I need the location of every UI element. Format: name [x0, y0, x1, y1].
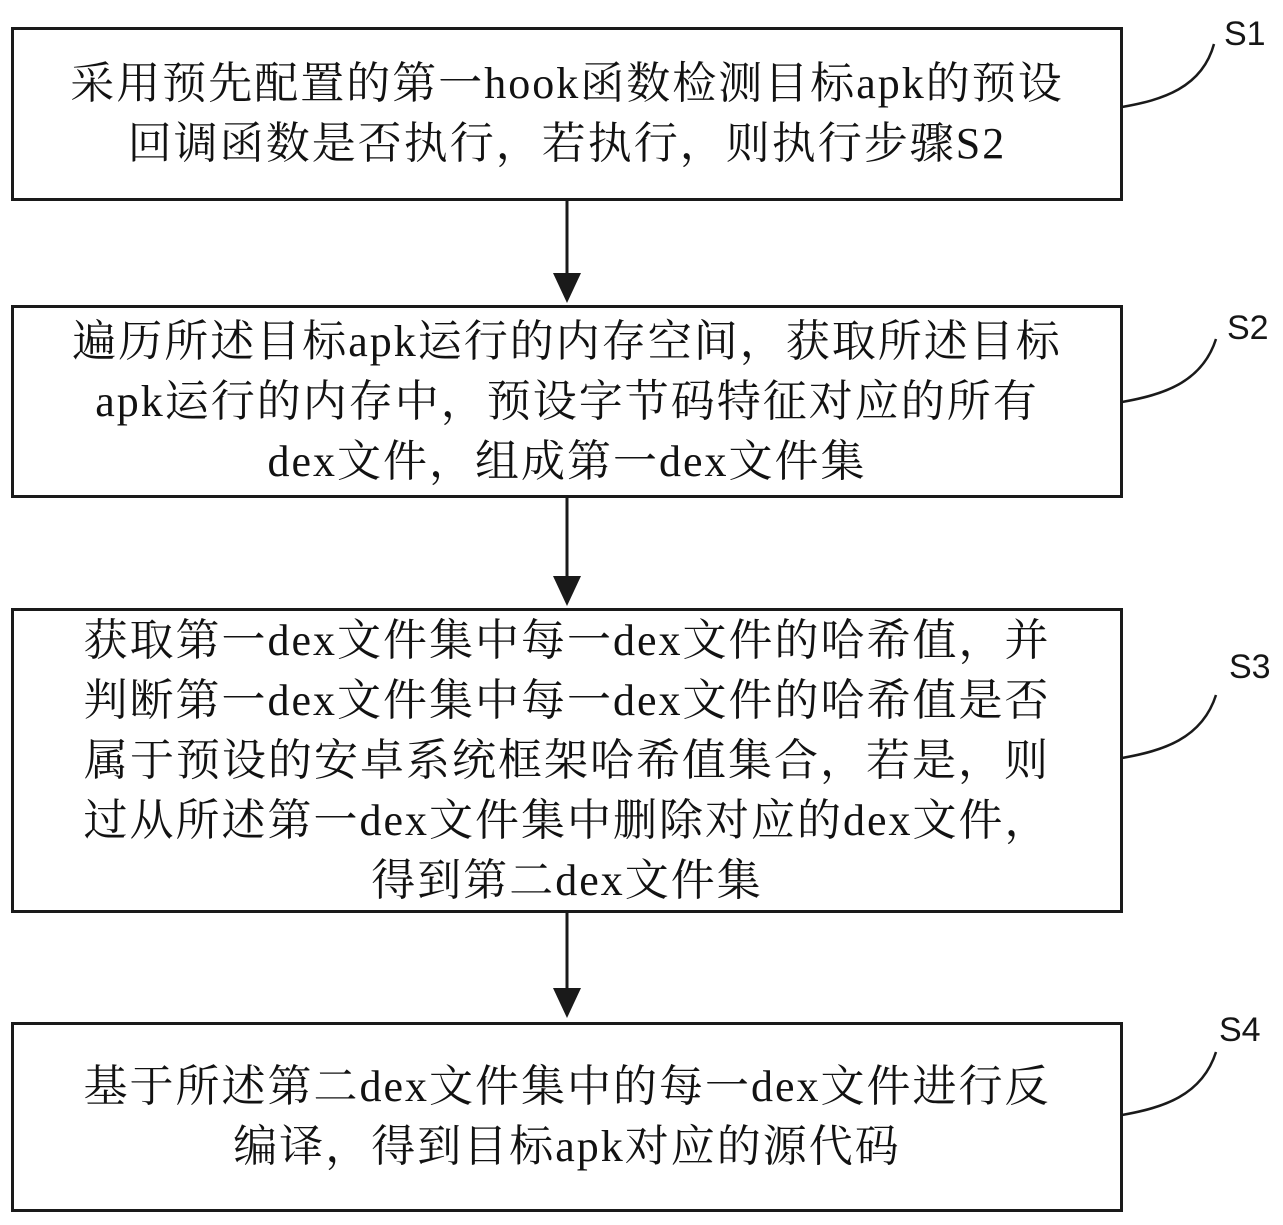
- step-label-s4: S4: [1219, 1011, 1261, 1049]
- flow-arrow-s2-s3: [553, 498, 581, 606]
- step-s4-text-line: 基于所述第二dex文件集中的每一dex文件进行反: [83, 1062, 1051, 1111]
- step-label-s1: S1: [1224, 15, 1266, 53]
- step-s3-text-line: 判断第一dex文件集中每一dex文件的哈希值是否: [83, 675, 1051, 725]
- step-s2-text-line: 遍历所述目标apk运行的内存空间，获取所述目标: [72, 316, 1062, 366]
- step-s2-text-line: dex文件，组成第一dex文件集: [267, 436, 867, 486]
- flow-arrow-s3-s4: [553, 913, 581, 1018]
- step-s4-text-line: 编译，得到目标apk对应的源代码: [233, 1122, 901, 1171]
- step-s1-text-line: 采用预先配置的第一hook函数检测目标apk的预设: [70, 59, 1064, 108]
- step-box-s4: [11, 1022, 1123, 1212]
- leader-line-s4: [1122, 1052, 1216, 1115]
- leader-line-s2: [1122, 339, 1216, 402]
- leader-line-s3: [1122, 695, 1216, 758]
- step-label-s2: S2: [1227, 309, 1269, 347]
- step-box-s3: [11, 608, 1123, 913]
- step-s3-text-line: 属于预设的安卓系统框架哈希值集合，若是，则: [84, 735, 1050, 785]
- step-s3-text-line: 得到第二dex文件集: [371, 855, 763, 905]
- step-s3-text-line: 获取第一dex文件集中每一dex文件的哈希值，并: [83, 615, 1051, 665]
- step-s3-text-line: 过从所述第一dex文件集中删除对应的dex文件，: [83, 795, 1051, 845]
- leader-line-s1: [1122, 44, 1214, 107]
- step-s1-text-line: 回调函数是否执行，若执行，则执行步骤S2: [127, 119, 1007, 168]
- step-box-s1: [11, 27, 1123, 201]
- flow-arrow-s1-s2: [553, 200, 581, 303]
- step-label-s3: S3: [1229, 648, 1271, 686]
- step-box-s2: [11, 305, 1123, 498]
- step-s2-text-line: apk运行的内存中，预设字节码特征对应的所有: [95, 376, 1039, 426]
